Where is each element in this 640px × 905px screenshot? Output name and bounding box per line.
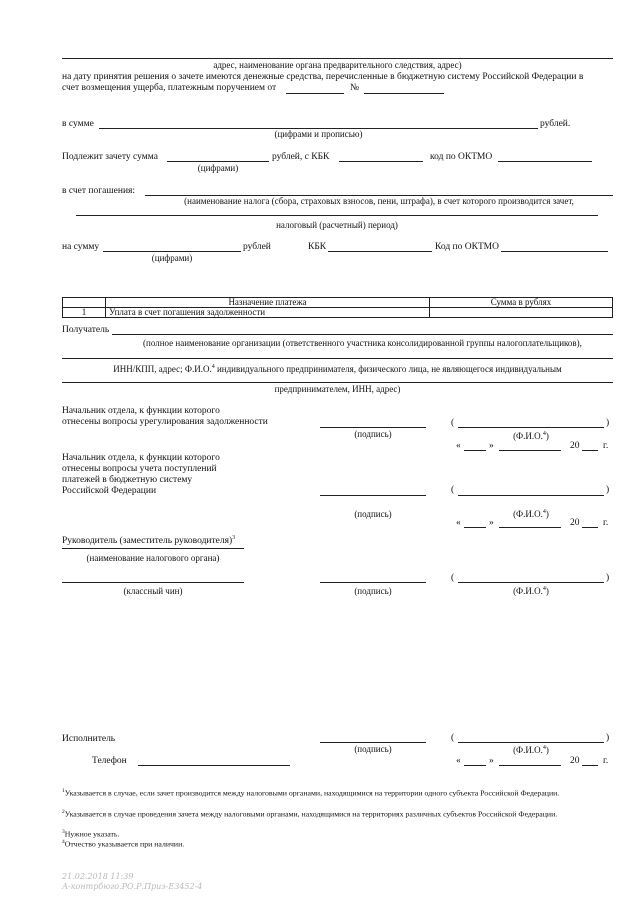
- footnote-ref: 4: [542, 431, 546, 437]
- sign1-fio-end: ): [545, 431, 549, 441]
- head-signature-field[interactable]: [320, 582, 426, 583]
- recipient-field-3[interactable]: [62, 382, 613, 383]
- funds-line-2: счет возмещения ущерба, платежным поручением от: [62, 83, 277, 93]
- executor-open-paren: (: [451, 733, 455, 743]
- sign1-year-prefix: 20: [570, 441, 580, 451]
- recipient-caption-2a: ИНН/КПП, адрес; Ф.И.О.: [113, 364, 212, 374]
- footnote-1: [62, 787, 613, 798]
- executor-year-field[interactable]: [582, 765, 598, 766]
- footnote-1-text: Указывается в случае, если зачет производится между налоговыми органами, находящимися на территории одного субъекта Российской Федерации.: [64, 788, 560, 798]
- footnote-4: [62, 838, 613, 849]
- sign2-month-field[interactable]: [499, 527, 561, 528]
- offset-kbk-field[interactable]: [339, 161, 423, 162]
- head-label-text: Руководитель (заместитель руководителя): [62, 536, 233, 547]
- payment-table: [62, 297, 613, 318]
- head-fio-field[interactable]: [458, 582, 604, 583]
- sign1-date-q-close: »: [489, 441, 494, 451]
- sign2-year-prefix: 20: [570, 518, 580, 528]
- table-header-sum: Сумма в рублях: [430, 298, 613, 308]
- executor-fio-caption: [458, 743, 604, 756]
- address-line: [62, 58, 613, 59]
- head-fio-caption: [458, 584, 604, 597]
- print-stamp-line-2: А-контрбюго.РО.Р.Приз-E3452-4: [62, 882, 203, 891]
- footnote-ref: 4: [211, 364, 215, 370]
- footnote-ref: 4: [542, 745, 546, 751]
- amount-label: в сумме: [62, 119, 94, 129]
- sign2-close-paren: ): [606, 485, 610, 495]
- sign1-open-paren: (: [451, 418, 455, 428]
- sign2-fio-end: ): [545, 509, 549, 519]
- executor-day-field[interactable]: [464, 765, 486, 766]
- executor-year-suffix: г.: [603, 756, 609, 766]
- executor-fio-text: (Ф.И.О.: [513, 745, 543, 755]
- table-header-row: [63, 298, 613, 308]
- head-org-field[interactable]: [62, 548, 244, 549]
- sign2-line-2: отнесены вопросы учета поступлений: [62, 464, 217, 474]
- footnote-2-mark: 2: [62, 809, 65, 815]
- offset-sum-field[interactable]: [167, 161, 269, 162]
- sign2-signature-field[interactable]: [320, 495, 426, 496]
- payment-order-number-field[interactable]: [364, 93, 444, 94]
- repayment-field-2[interactable]: [76, 215, 598, 216]
- table-row: [63, 308, 613, 318]
- table-cell-sum[interactable]: [430, 308, 613, 318]
- footnote-2: [62, 808, 613, 819]
- repayment-caption-2: налоговый (расчетный) период): [276, 220, 398, 230]
- repayment-oktmo-label: Код по ОКТМО: [435, 242, 499, 252]
- recipient-caption-2b: индивидуального предпринимателя, физического лица, не являющегося индивидуальным: [214, 364, 562, 374]
- repayment-oktmo-field[interactable]: [501, 251, 608, 252]
- number-sign: №: [350, 83, 360, 93]
- print-stamp-line-1: 21.02.2018 11:39: [62, 872, 134, 881]
- sign1-fio-caption: [458, 429, 604, 442]
- table-header-purpose: Назначение платежа: [106, 298, 430, 308]
- sign2-date-q-open: «: [456, 518, 461, 528]
- table-cell-purpose: Уплата в счет погашения задолженности: [106, 308, 430, 318]
- sign2-line-4: Российской Федерации: [62, 486, 157, 496]
- head-signature-caption: (подпись): [354, 586, 392, 596]
- executor-month-field[interactable]: [499, 765, 561, 766]
- head-fio-text: (Ф.И.О.: [513, 586, 543, 596]
- recipient-caption-2: [62, 362, 613, 375]
- sign1-fio-field[interactable]: [458, 427, 604, 428]
- offset-oktmo-label: код по ОКТМО: [430, 152, 493, 162]
- table-header-num: [63, 298, 106, 308]
- sign2-day-field[interactable]: [464, 527, 486, 528]
- head-rank-field[interactable]: [62, 582, 244, 583]
- sign1-date-q-open: «: [456, 441, 461, 451]
- repayment-label: в счет погашения:: [62, 186, 136, 196]
- sign2-open-paren: (: [451, 485, 455, 495]
- recipient-field-2[interactable]: [62, 358, 613, 359]
- sign2-year-suffix: г.: [603, 518, 609, 528]
- offset-rub-kbk: рублей, с КБК: [272, 152, 330, 162]
- footnote-3-mark: 3: [62, 829, 65, 835]
- sign1-month-field[interactable]: [499, 450, 561, 451]
- offset-label: Подлежит зачету сумма: [62, 152, 158, 162]
- amount-currency: рублей.: [540, 119, 571, 129]
- executor-label: Исполнитель: [62, 734, 116, 744]
- table-cell-num: 1: [63, 308, 106, 318]
- sign1-signature-field[interactable]: [320, 427, 426, 428]
- footnote-ref: 3: [232, 535, 236, 541]
- address-caption: адрес, наименование органа предварительного следствия, адрес): [213, 60, 462, 70]
- sign2-line-3: платежей в бюджетную систему: [62, 475, 193, 485]
- payment-order-date-field[interactable]: [286, 93, 344, 94]
- offset-oktmo-field[interactable]: [498, 161, 592, 162]
- sign1-fio-text: (Ф.И.О.: [513, 431, 543, 441]
- footnote-3-text: Нужное указать.: [64, 829, 120, 839]
- head-org-caption: (наименование налогового органа): [86, 553, 220, 563]
- executor-phone-field[interactable]: [138, 765, 290, 766]
- sign2-fio-field[interactable]: [458, 495, 604, 496]
- footnote-4-text: Отчество указывается при наличии.: [64, 839, 185, 849]
- footnote-ref: 4: [542, 509, 546, 515]
- sign2-line-1: Начальник отдела, к функции которого: [62, 453, 220, 463]
- repayment-sum-field[interactable]: [103, 251, 241, 252]
- repayment-digits-caption: (цифрами): [151, 253, 193, 263]
- sign2-fio-caption: [458, 507, 604, 520]
- executor-fio-end: ): [545, 745, 549, 755]
- executor-signature-caption: (подпись): [354, 744, 392, 754]
- footnote-4-mark: 4: [62, 839, 65, 845]
- recipient-field-1[interactable]: [112, 334, 613, 335]
- head-fio-end: ): [545, 586, 549, 596]
- head-rank-caption: (классный чин): [123, 586, 183, 596]
- repayment-rub: рублей: [243, 242, 271, 252]
- executor-date-q-open: «: [456, 756, 461, 766]
- recipient-label: Получатель: [62, 325, 110, 335]
- sign2-year-field[interactable]: [582, 527, 598, 528]
- sign1-year-suffix: г.: [603, 441, 609, 451]
- sign1-day-field[interactable]: [464, 450, 486, 451]
- head-close-paren: ): [606, 573, 610, 583]
- amount-caption: (цифрами и прописью): [274, 129, 363, 139]
- footnote-2-text: Указывается в случае проведения зачета между налоговыми органами, находящимися на территориях различных субъектов Российской Федерации.: [64, 809, 558, 819]
- footnote-1-mark: 1: [62, 788, 65, 794]
- recipient-caption-1: (полное наименование организации (ответственного участника консолидированной группы налогоплательщиков),: [143, 338, 582, 348]
- sign1-line-1: Начальник отдела, к функции которого: [62, 406, 220, 416]
- sign1-year-field[interactable]: [582, 450, 598, 451]
- sign1-close-paren: ): [606, 418, 610, 428]
- footnote-ref: 4: [542, 586, 546, 592]
- sign1-line-2: отнесены вопросы урегулирования задолженности: [62, 417, 268, 427]
- executor-year-prefix: 20: [570, 756, 580, 766]
- head-label: [62, 533, 235, 547]
- funds-line-1: на дату принятия решения о зачете имеются денежные средства, перечисленные в бюджетную систему Российской Федерации в: [62, 72, 584, 82]
- executor-phone-label: Телефон: [92, 756, 127, 766]
- repayment-kbk-field[interactable]: [328, 251, 432, 252]
- executor-close-paren: ): [606, 733, 610, 743]
- recipient-caption-3: предпринимателем, ИНН, адрес): [274, 384, 401, 394]
- executor-signature-field[interactable]: [320, 742, 426, 743]
- sign2-fio-text: (Ф.И.О.: [513, 509, 543, 519]
- head-open-paren: (: [451, 573, 455, 583]
- sign1-signature-caption: (подпись): [354, 429, 392, 439]
- offset-digits-caption: (цифрами): [197, 163, 239, 173]
- repayment-sum-label: на сумму: [62, 242, 100, 252]
- repayment-caption-1: (наименование налога (сбора, страховых взносов, пени, штрафа), в счет которого производится зачет,: [184, 196, 574, 206]
- executor-date-q-close: »: [489, 756, 494, 766]
- repayment-kbk-label: КБК: [308, 242, 327, 252]
- sign2-date-q-close: »: [489, 518, 494, 528]
- sign2-signature-caption: (подпись): [354, 509, 392, 519]
